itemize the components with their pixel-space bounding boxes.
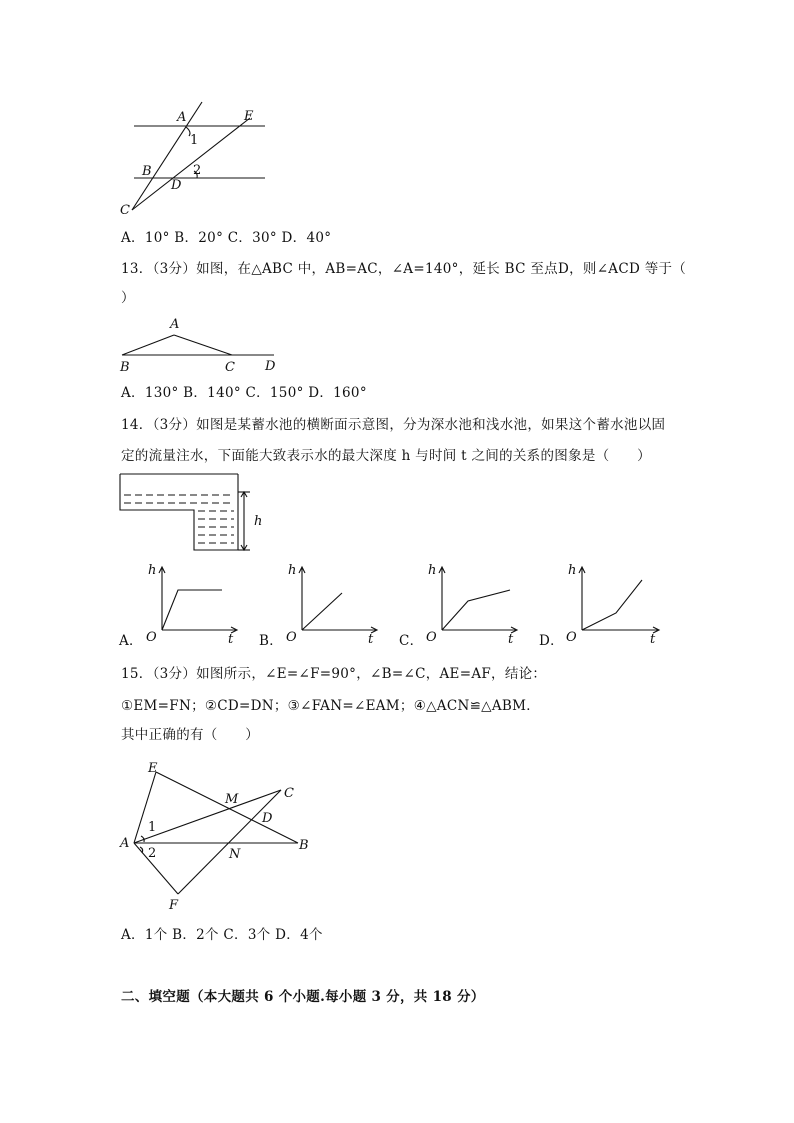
- q15-label-m: M: [225, 792, 239, 807]
- q15-stem-line3: 其中正确的有（ ）: [121, 727, 259, 743]
- q12-label-e: E: [244, 109, 254, 124]
- q13-options: A．130° B．140° C．150° D．160°: [121, 385, 367, 401]
- q12-label-angle2: 2: [193, 163, 202, 178]
- q14-option-a: A．: [119, 633, 143, 649]
- q15-angle1-arc: [141, 836, 144, 842]
- q13-figure: [112, 312, 287, 374]
- q12-options: A．10° B．20° C．30° D．40°: [121, 230, 332, 246]
- q14-pool-outline: [120, 474, 238, 550]
- q15-label-f: F: [169, 898, 179, 912]
- q14-pool-figure: [116, 470, 276, 554]
- q14-graph-d-xaxis: t: [650, 632, 656, 647]
- q15-label-b: B: [299, 838, 309, 853]
- q14-graph-d-origin: O: [566, 630, 577, 645]
- q14-graph-b: [280, 560, 380, 648]
- q15-stem-line1: 15．（3分）如图所示，∠E=∠F=90°，∠B=∠C，AE=AF，结论：: [121, 666, 547, 682]
- q14-graph-a-yaxis: h: [148, 563, 157, 578]
- q14-graph-b-curve: [302, 593, 342, 630]
- q14-option-b: B．: [259, 633, 284, 649]
- q13-side-ab: [122, 335, 174, 355]
- q15-label-angle2: 2: [148, 846, 157, 861]
- q15-label-e: E: [148, 761, 158, 776]
- q14-graph-c-yaxis: h: [428, 563, 437, 578]
- q15-label-n: N: [229, 847, 241, 862]
- q13-label-c: C: [225, 360, 235, 374]
- q15-options: A．1个 B．2个 C．3个 D．4个: [121, 927, 323, 943]
- q12-label-angle1: 1: [190, 133, 199, 148]
- q14-pool-label-h: h: [254, 514, 263, 529]
- q15-label-a: A: [120, 836, 130, 851]
- q14-graph-c-xaxis: t: [508, 632, 514, 647]
- q15-stem-line2: ①EM=FN；②CD=DN；③∠FAN=∠EAM；④△ACN≌△ABM．: [121, 698, 541, 714]
- q15-figure: [112, 752, 322, 912]
- q14-water-lines: [124, 495, 234, 543]
- q14-stem-line1: 14．（3分）如图是某蓄水池的横断面示意图，分为深水池和浅水池，如果这个蓄水池以固: [121, 417, 666, 433]
- q14-graph-c-origin: O: [426, 630, 437, 645]
- q14-option-c: C．: [399, 633, 424, 649]
- q14-graph-d: [560, 560, 664, 648]
- q12-label-b: B: [142, 164, 152, 179]
- q12-label-d: D: [171, 178, 182, 193]
- q14-stem-line2: 定的流量注水，下面能大致表示水的最大深度 h 与时间 t 之间的关系的图象是（ ）: [121, 448, 651, 464]
- q12-figure: [110, 98, 280, 220]
- q12-label-a: A: [177, 110, 187, 125]
- q13-label-b: B: [120, 360, 130, 374]
- section2-heading: 二、填空题（本大题共 6 个小题.每小题 3 分，共 18 分）: [121, 989, 485, 1005]
- q15-label-c: C: [284, 786, 294, 801]
- q12-line-ac: [132, 102, 202, 210]
- q13-label-a: A: [170, 317, 180, 332]
- q14-graph-a-xaxis: t: [228, 632, 234, 647]
- q14-graph-a: [140, 560, 240, 648]
- q14-graph-a-curve: [162, 590, 222, 630]
- q14-graph-c-curve: [442, 590, 510, 630]
- q15-line-eb: [156, 772, 298, 843]
- q14-graph-d-curve: [582, 580, 642, 630]
- q14-graph-d-yaxis: h: [568, 563, 577, 578]
- q14-graph-b-yaxis: h: [288, 563, 297, 578]
- q13-side-ac: [174, 335, 232, 355]
- q14-graph-b-origin: O: [286, 630, 297, 645]
- q15-label-d: D: [262, 811, 273, 826]
- q13-label-d: D: [265, 359, 276, 374]
- q14-graph-a-origin: O: [146, 630, 157, 645]
- q13-stem-line1: 13．（3分）如图，在△ABC 中，AB=AC，∠A=140°，延长 BC 至点D，则∠ACD 等于（: [121, 261, 687, 277]
- q14-graph-c: [420, 560, 520, 648]
- q14-graph-b-xaxis: t: [368, 632, 374, 647]
- q14-option-d: D．: [539, 633, 564, 649]
- q13-stem-line2: ）: [121, 290, 135, 306]
- q15-label-angle1: 1: [148, 820, 157, 835]
- q12-label-c: C: [120, 203, 130, 218]
